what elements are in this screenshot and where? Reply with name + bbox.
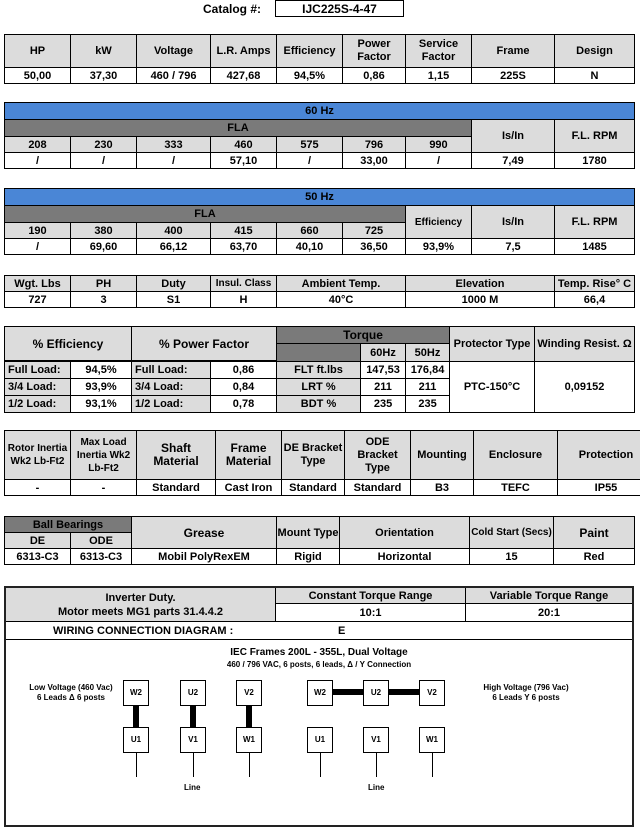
efficiency-header: Efficiency [277, 35, 343, 68]
hz60-voltage: 460 [211, 137, 277, 153]
post-w1-high: W1 [419, 727, 445, 753]
hz50-voltage: 660 [277, 223, 343, 239]
mounting-value: B3 [411, 480, 474, 496]
shaft-material-header: Shaft Material [137, 431, 216, 480]
link-bar-low [133, 705, 139, 727]
torque-50hz-value: 235 [406, 396, 450, 413]
torque-row-label: FLT ft.lbs [277, 362, 361, 379]
eff-row-label: 3/4 Load: [5, 379, 71, 396]
power-factor-title: % Power Factor [132, 327, 277, 361]
line-label-high: Line [368, 783, 385, 792]
rotor-inertia-header: Rotor Inertia Wk2 Lb-Ft2 [5, 431, 71, 480]
hz50-fla-label: FLA [5, 206, 406, 223]
star-link-bar [389, 689, 419, 695]
de-bearing-header: DE [5, 533, 71, 549]
hz60-voltage: 333 [137, 137, 211, 153]
frame-header: Frame [472, 35, 555, 68]
hz50-voltage: 380 [71, 223, 137, 239]
hz50-fla-value: 66,12 [137, 239, 211, 255]
ode-bearing-header: ODE [71, 533, 132, 549]
frame-value: 225S [472, 68, 555, 84]
post-w1-low: W1 [236, 727, 262, 753]
pf-row-value: 0,86 [211, 362, 277, 379]
torque-row-label: BDT % [277, 396, 361, 413]
general-table [4, 275, 635, 308]
elevation-header: Elevation [406, 276, 555, 292]
torque-50hz-value: 211 [406, 379, 450, 396]
torque-50hz-header: 50Hz [406, 344, 450, 362]
ambient-temp-header: Ambient Temp. [277, 276, 406, 292]
lr-amps-value: 427,68 [211, 68, 277, 84]
eff-row-label: Full Load: [5, 362, 71, 379]
hz60-fla-value: / [5, 153, 71, 169]
line-lead-high [376, 753, 377, 777]
frame-material-value: Cast Iron [216, 480, 282, 496]
cold-start-value: 15 [470, 549, 554, 565]
temp-rise-header: Temp. Rise° C [555, 276, 635, 292]
wiring-diagram-label: WIRING CONNECTION DIAGRAM : [53, 625, 234, 637]
insul-class-value: H [211, 292, 277, 308]
line-lead-low [249, 753, 250, 777]
pf-row-label: 1/2 Load: [132, 396, 211, 413]
de-bracket-header: DE Bracket Type [282, 431, 345, 480]
post-v1-high: V1 [363, 727, 389, 753]
torque-title: Torque [277, 327, 450, 344]
hz60-voltage: 230 [71, 137, 137, 153]
inverter-wiring-section [4, 586, 634, 827]
high-voltage-line2: 6 Leads Y 6 posts [492, 693, 560, 702]
constant-torque-header: Constant Torque Range [276, 588, 466, 604]
inverter-line2: Motor meets MG1 parts 31.4.4.2 [57, 606, 224, 618]
de-bearing-value: 6313-C3 [5, 549, 71, 565]
frame-material-header: Frame Material [216, 431, 282, 480]
orientation-header: Orientation [340, 517, 470, 549]
mount-type-header: Mount Type [277, 517, 340, 549]
enclosure-header: Enclosure [474, 431, 558, 480]
ode-bracket-header: ODE Bracket Type [345, 431, 411, 480]
hz50-table [4, 188, 635, 255]
duty-header: Duty [137, 276, 211, 292]
eff-row-value: 93,9% [71, 379, 132, 396]
specs-table [4, 34, 635, 84]
pf-row-value: 0,78 [211, 396, 277, 413]
paint-header: Paint [554, 517, 635, 549]
line-lead-high [432, 753, 433, 777]
de-bracket-value: Standard [282, 480, 345, 496]
duty-value: S1 [137, 292, 211, 308]
ambient-temp-value: 40°C [277, 292, 406, 308]
temp-rise-value: 66,4 [555, 292, 635, 308]
hz60-voltage: 208 [5, 137, 71, 153]
line-lead-high [320, 753, 321, 777]
catalog-label: Catalog #: [203, 2, 262, 16]
efficiency-value: 94,5% [277, 68, 343, 84]
protection-value: IP55 [558, 480, 640, 496]
post-u2-low: U2 [180, 680, 206, 706]
ode-bearing-value: 6313-C3 [71, 549, 132, 565]
hz60-fla-label: FLA [5, 120, 472, 137]
voltage-value: 460 / 796 [137, 68, 211, 84]
hz50-rpm-header: F.L. RPM [555, 206, 635, 239]
service-factor-header: Service Factor [406, 35, 472, 68]
wiring-divider [6, 639, 632, 640]
pf-row-label: Full Load: [132, 362, 211, 379]
torque-blank [277, 344, 361, 362]
grease-header: Grease [132, 517, 277, 549]
post-v2-low: V2 [236, 680, 262, 706]
service-factor-value: 1,15 [406, 68, 472, 84]
variable-torque-header: Variable Torque Range [466, 588, 632, 604]
high-voltage-label [466, 683, 586, 703]
protector-type-header: Protector Type [450, 327, 535, 362]
hz60-voltage: 575 [277, 137, 343, 153]
hz50-voltage: 190 [5, 223, 71, 239]
post-v1-low: V1 [180, 727, 206, 753]
hz60-table [4, 102, 635, 169]
insul-class-header: Insul. Class [211, 276, 277, 292]
hz60-title: 60 Hz [5, 103, 635, 120]
hz50-isin-header: Is/In [472, 206, 555, 239]
hp-header: HP [5, 35, 71, 68]
hz60-fla-value: 33,00 [343, 153, 406, 169]
hz50-title: 50 Hz [5, 189, 635, 206]
post-w2-high: W2 [307, 680, 333, 706]
hz60-voltage: 990 [406, 137, 472, 153]
low-voltage-line2: 6 Leads Δ 6 posts [37, 693, 105, 702]
hz60-rpm-header: F.L. RPM [555, 120, 635, 153]
hz60-fla-value: / [71, 153, 137, 169]
paint-value: Red [554, 549, 635, 565]
voltage-header: Voltage [137, 35, 211, 68]
post-w2-low: W2 [123, 680, 149, 706]
elevation-value: 1000 M [406, 292, 555, 308]
hz50-efficiency-value: 93,9% [406, 239, 472, 255]
post-v2-high: V2 [419, 680, 445, 706]
low-voltage-label [16, 683, 126, 703]
torque-60hz-value: 235 [361, 396, 406, 413]
eff-row-label: 1/2 Load: [5, 396, 71, 413]
ode-bracket-value: Standard [345, 480, 411, 496]
constant-torque-value: 10:1 [276, 604, 466, 622]
efficiency-title: % Efficiency [5, 327, 132, 361]
wiring-title: IEC Frames 200L - 355L, Dual Voltage [230, 647, 408, 658]
hp-value: 50,00 [5, 68, 71, 84]
grease-value: Mobil PolyRexEM [132, 549, 277, 565]
hz50-efficiency-header: Efficiency [406, 206, 472, 239]
post-u1-high: U1 [307, 727, 333, 753]
link-bar-low [190, 705, 196, 727]
lr-amps-header: L.R. Amps [211, 35, 277, 68]
protector-type-value: PTC-150°C [450, 362, 535, 413]
max-load-inertia-value: - [71, 480, 137, 496]
post-u2-high: U2 [363, 680, 389, 706]
torque-50hz-value: 176,84 [406, 362, 450, 379]
low-voltage-line1: Low Voltage (460 Vac) [29, 683, 113, 692]
catalog-number: IJC225S-4-47 [275, 0, 404, 17]
phase-header: PH [71, 276, 137, 292]
star-link-bar [333, 689, 363, 695]
shaft-material-value: Standard [137, 480, 216, 496]
hz50-fla-value: / [5, 239, 71, 255]
kw-value: 37,30 [71, 68, 137, 84]
kw-header: kW [71, 35, 137, 68]
line-label-low: Line [184, 783, 201, 792]
hz50-voltage: 400 [137, 223, 211, 239]
torque-60hz-value: 147,53 [361, 362, 406, 379]
hz50-fla-value: 63,70 [211, 239, 277, 255]
hz50-voltage: 415 [211, 223, 277, 239]
rotor-inertia-value: - [5, 480, 71, 496]
line-lead-low [193, 753, 194, 777]
hz60-fla-value: / [137, 153, 211, 169]
cold-start-header: Cold Start (Secs) [470, 517, 554, 549]
phase-value: 3 [71, 292, 137, 308]
variable-torque-value: 20:1 [466, 604, 632, 622]
power-factor-value: 0,86 [343, 68, 406, 84]
high-voltage-line1: High Voltage (796 Vac) [483, 683, 569, 692]
wiring-diagram-code: E [338, 625, 346, 637]
winding-resist-header: Winding Resist. Ω [535, 327, 635, 362]
pf-row-value: 0,84 [211, 379, 277, 396]
torque-60hz-value: 211 [361, 379, 406, 396]
protection-header: Protection [558, 431, 640, 480]
design-header: Design [555, 35, 635, 68]
weight-value: 727 [5, 292, 71, 308]
design-value: N [555, 68, 635, 84]
link-bar-low [246, 705, 252, 727]
hz60-fla-value: / [277, 153, 343, 169]
max-load-inertia-header: Max Load Inertia Wk2 Lb-Ft2 [71, 431, 137, 480]
eff-row-value: 94,5% [71, 362, 132, 379]
weight-header: Wgt. Lbs [5, 276, 71, 292]
hz60-fla-value: 57,10 [211, 153, 277, 169]
hz50-fla-value: 40,10 [277, 239, 343, 255]
hz50-rpm-value: 1485 [555, 239, 635, 255]
hz50-fla-value: 69,60 [71, 239, 137, 255]
bearings-table [4, 516, 635, 565]
mount-type-value: Rigid [277, 549, 340, 565]
line-lead-low [136, 753, 137, 777]
orientation-value: Horizontal [340, 549, 470, 565]
hz60-isin-value: 7,49 [472, 153, 555, 169]
mounting-header: Mounting [411, 431, 474, 480]
eff-row-value: 93,1% [71, 396, 132, 413]
ball-bearings-title: Ball Bearings [5, 517, 132, 533]
hz50-isin-value: 7,5 [472, 239, 555, 255]
torque-60hz-header: 60Hz [361, 344, 406, 362]
post-u1-low: U1 [123, 727, 149, 753]
hz60-fla-value: / [406, 153, 472, 169]
torque-row-label: LRT % [277, 379, 361, 396]
enclosure-value: TEFC [474, 480, 558, 496]
mechanical-table [4, 430, 640, 496]
pf-row-label: 3/4 Load: [132, 379, 211, 396]
power-factor-header: Power Factor [343, 35, 406, 68]
inverter-duty-note [6, 588, 276, 622]
hz50-voltage: 725 [343, 223, 406, 239]
hz60-isin-header: Is/In [472, 120, 555, 153]
hz60-voltage: 796 [343, 137, 406, 153]
hz50-fla-value: 36,50 [343, 239, 406, 255]
hz60-rpm-value: 1780 [555, 153, 635, 169]
winding-resist-value: 0,09152 [535, 362, 635, 413]
inverter-line1: Inverter Duty. [105, 592, 176, 604]
performance-table [4, 326, 635, 413]
wiring-subtitle: 460 / 796 VAC, 6 posts, 6 leads, Δ / Y Connection [226, 660, 412, 669]
